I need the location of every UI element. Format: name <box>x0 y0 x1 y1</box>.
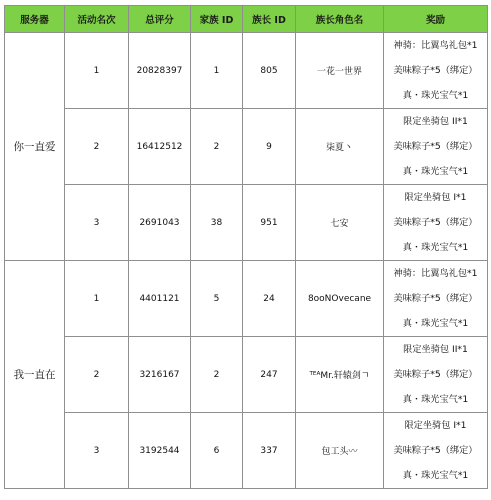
reward-cell <box>384 413 488 489</box>
reward-item: 美味粽子*5（绑定） <box>393 217 478 228</box>
table-row <box>5 185 488 261</box>
reward-cell <box>384 109 488 185</box>
leader-id-cell: 805 <box>243 33 296 109</box>
header-leader-id: 族长 ID <box>243 6 296 33</box>
reward-item: 真・珠光宝气*1 <box>402 90 469 101</box>
score-cell: 2691043 <box>129 185 191 261</box>
header-server: 服务器 <box>5 6 65 33</box>
reward-item: 限定坐骑包 I*1 <box>404 420 467 431</box>
family-id-cell: 38 <box>191 185 243 261</box>
family-id-cell: 2 <box>191 337 243 413</box>
leader-name-cell: 柒夏丶 <box>296 109 384 185</box>
leader-name-cell: 一花一世界 <box>296 33 384 109</box>
reward-item: 限定坐骑包 II*1 <box>403 116 468 127</box>
rank-cell: 2 <box>65 337 129 413</box>
reward-cell <box>384 33 488 109</box>
ranking-table <box>4 5 488 489</box>
reward-item: 真・珠光宝气*1 <box>402 318 469 329</box>
reward-item: 美味粽子*5（绑定） <box>393 293 478 304</box>
reward-cell <box>384 185 488 261</box>
header-score: 总评分 <box>129 6 191 33</box>
leader-id-cell: 247 <box>243 337 296 413</box>
reward-item: 美味粽子*5（绑定） <box>393 369 478 380</box>
rank-cell: 2 <box>65 109 129 185</box>
leader-id-cell: 24 <box>243 261 296 337</box>
score-cell: 3216167 <box>129 337 191 413</box>
family-id-cell: 5 <box>191 261 243 337</box>
leader-id-cell: 951 <box>243 185 296 261</box>
rank-cell: 1 <box>65 261 129 337</box>
rank-cell: 3 <box>65 185 129 261</box>
leader-name-cell: 8ooNOvecane <box>296 261 384 337</box>
reward-item: 限定坐骑包 II*1 <box>403 344 468 355</box>
family-id-cell: 1 <box>191 33 243 109</box>
reward-item: 真・珠光宝气*1 <box>402 242 469 253</box>
score-cell: 20828397 <box>129 33 191 109</box>
reward-item: 美味粽子*5（绑定） <box>393 445 478 456</box>
score-cell: 3192544 <box>129 413 191 489</box>
reward-item: 真・珠光宝气*1 <box>402 470 469 481</box>
header-row <box>5 6 488 33</box>
header-leader-name: 族长角色名 <box>296 6 384 33</box>
score-cell: 16412512 <box>129 109 191 185</box>
header-rank: 活动名次 <box>65 6 129 33</box>
server-cell: 我一直在 <box>5 261 65 489</box>
rank-cell: 3 <box>65 413 129 489</box>
family-id-cell: 2 <box>191 109 243 185</box>
table-row <box>5 337 488 413</box>
table-row <box>5 413 488 489</box>
reward-item: 美味粽子*5（绑定） <box>393 141 478 152</box>
reward-item: 真・珠光宝气*1 <box>402 166 469 177</box>
table-row <box>5 261 488 337</box>
reward-cell <box>384 261 488 337</box>
leader-name-cell: 包工头〰 <box>296 413 384 489</box>
leader-id-cell: 9 <box>243 109 296 185</box>
reward-item: 真・珠光宝气*1 <box>402 394 469 405</box>
reward-item: 美味粽子*5（绑定） <box>393 65 478 76</box>
table-row <box>5 33 488 109</box>
reward-item: 神骑：比翼鸟礼包*1 <box>393 268 478 279</box>
family-id-cell: 6 <box>191 413 243 489</box>
header-reward: 奖励 <box>384 6 488 33</box>
server-cell: 你一直爱 <box>5 33 65 261</box>
reward-item: 神骑：比翼鸟礼包*1 <box>393 40 478 51</box>
leader-name-cell: 七安 <box>296 185 384 261</box>
score-cell: 4401121 <box>129 261 191 337</box>
reward-item: 限定坐骑包 I*1 <box>404 192 467 203</box>
leader-id-cell: 337 <box>243 413 296 489</box>
table-row <box>5 109 488 185</box>
reward-cell <box>384 337 488 413</box>
leader-name-cell: ᵀᴱᴬMr.轩辕剑ㄱ <box>296 337 384 413</box>
rank-cell: 1 <box>65 33 129 109</box>
header-family-id: 家族 ID <box>191 6 243 33</box>
